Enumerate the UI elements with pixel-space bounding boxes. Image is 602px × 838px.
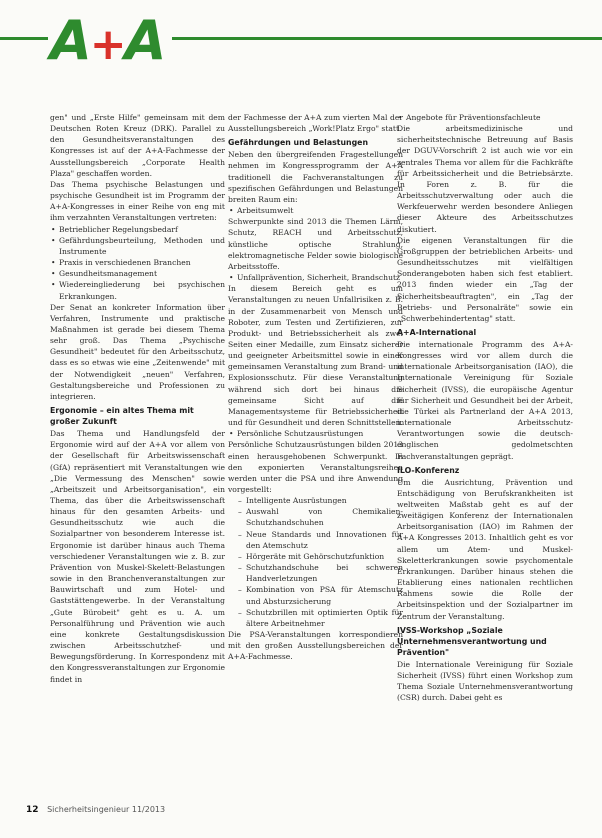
publication-name: Sicherheitsingenieur 11/2013	[47, 805, 166, 814]
list-item: – Intelligente Ausrüstungen	[237, 495, 403, 506]
list-item: • Betrieblicher Regelungsbedarf	[50, 224, 225, 235]
section-heading: Ergonomie – ein altes Thema mit großer Zukunft	[50, 406, 194, 427]
column-2	[228, 112, 403, 663]
aa-logo	[50, 9, 165, 72]
list-item: • Persönliche Schutzausrüstungen	[228, 428, 403, 439]
bullet-list	[397, 112, 573, 123]
list-item: – Schutzbrillen mit optimierten Optik für ältere Arbeitnehmer	[237, 607, 403, 629]
logo-plus: +	[89, 19, 125, 70]
list-item: • Angebote für Präventionsfachleute	[397, 112, 573, 123]
paragraph: der Fachmesse der A+A zum vierten Mal der Ausstellungsbereich „Work!Platz Ergo" statt.	[228, 113, 403, 134]
list-item: • Unfallprävention, Sicherheit, Brandschutz	[228, 272, 403, 283]
paragraph: Die PSA-Veranstaltungen korrespondieren mit den großen Ausstellungsbereichen der A+A-Fachmesse.	[228, 630, 403, 662]
list-item: • Gesundheitsmanagement	[50, 268, 225, 279]
header-rule-left	[0, 37, 48, 40]
bullet-list	[228, 428, 403, 439]
column-1	[50, 112, 225, 685]
paragraph: gen" und „Erste Hilfe" gemeinsam mit dem Deutschen Roten Kreuz (DRK). Parallel zu den Gesundheitsveranstaltungen des Kongresses ist auf der A+A-Fachmesse der Ausstellungsbereich „Corporate Health Plaza" geschaffen worden.	[50, 113, 225, 178]
bullet-list	[50, 224, 225, 302]
list-item: – Auswahl von Chemikalien-Schutzhandschuhen	[237, 506, 403, 528]
page-footer	[26, 805, 165, 815]
paragraph: Die Internationale Vereinigung für Soziale Sicherheit (IVSS) führt einen Workshop zum Thema Soziale Unternehmensverantwortung (CSR) durch. Dabei geht es	[397, 659, 573, 703]
bullet-list	[228, 272, 403, 283]
section-heading: A+A-International	[397, 327, 477, 337]
header-rule-right	[172, 37, 602, 40]
list-item: • Gefährdungsbeurteilung, Methoden und Instrumente	[50, 235, 225, 257]
section-heading: Gefährdungen und Belastungen	[228, 138, 369, 148]
paragraph: Schwerpunkte sind 2013 die Themen Lärm, Schutz, REACH und Arbeitsschutz, künstliche optische Strahlung, elektromagnetische Felder sowie biologische Arbeitsstoffe.	[228, 217, 403, 271]
bullet-list	[228, 205, 403, 216]
list-item: – Kombination von PSA für Atemschutz und Absturzsicherung	[237, 584, 403, 606]
list-item: • Arbeitsumwelt	[228, 205, 403, 216]
paragraph: In diesem Bereich geht es um Veranstaltungen zu neuen Unfallrisiken z. B. in der Zusammenarbeit von Mensch und Roboter, zum Testen und Zertifizieren, zur Produkt- und Betriebssicherheit als zwei Seiten einer Medaille, zum Einsatz sicherer und geeigneter Arbeitsmittel sowie in einer gemeinsamen Veranstaltung zum Brand- und Explosionsschutz. Für diese Veranstaltung während sich dort bei hinaus die gemeinsame Sicht auf die Managementsysteme für Betriebssicherheit und für Gesundheit und deren Schnittstellen.	[228, 284, 403, 428]
paragraph: Die arbeitsmedizinische und sicherheitstechnische Betreuung auf Basis der DGUV-Vorschrift 2 ist auch wie vor ein zentrales Thema vor allem für die Fachkräfte für Arbeitssicherheit und die Betriebsärzte. In Foren z. B. für die Arbeitsschutzverwaltung oder auch die Werkfeuerwehr werden besondere Anliegen dieser Akteure des Arbeitsschutzes diskutiert.	[397, 124, 573, 234]
logo-letter-a1: A	[50, 9, 90, 72]
list-item: – Schutzhandschuhe bei schweren Handverletzungen	[237, 562, 403, 584]
paragraph: Um die Ausrichtung, Prävention und Entschädigung von Berufskrankheiten ist weltweiten Maßstab geht es auf der zweitägigen Konferenz der Internationalen Arbeitsorganisation (IAO) im Rahmen der A+A Kongresses 2013. Inhaltlich geht es vor allem um Atem- und Muskel-Skeletterkrankungen sowie psychomentale Erkrankungen. Darüber hinaus stehen die Etablierung eines nationalen rechtlichen Rahmens sowie die Rolle der Arbeitsinspektion und der Sozialpartner im Zentrum der Veranstaltung.	[397, 477, 573, 621]
list-item: • Wiedereingliederung bei psychischen Erkrankungen.	[50, 279, 225, 301]
paragraph: Die eigenen Veranstaltungen für die Großgruppen der betrieblichen Arbeits- und Gesundheitsschutzes mit vielfältigen Sonderangeboten haben sich fest etabliert. 2013 finden wieder ein „Tag der Sicherheitsbeauftragten", ein „Tag der Betriebs- und Personalräte" sowie ein „Schwerbehindertentag" statt.	[397, 235, 573, 323]
paragraph: Das Thema und Handlungsfeld der Ergonomie wird auf der A+A vor allem von der Gesellschaft für Arbeitswissenschaft (GfA) repräsentiert mit Veranstaltungen wie „Die Vermessung des Menschen" sowie „Arbeitszeit und Arbeitsorganisation", ein Thema, das über die Arbeitswissenschaft hinaus für den gesamten Arbeits- und Gesundheitsschutz wie auch die Sozialpartner von besonderem Interesse ist. Ergonomie ist darüber hinaus auch Thema verschiedener Veranstaltungen wie z. B. zur Prävention von Muskel-Skelett-Belastungen sowie in den Branchenveranstaltungen zur Bauwirtschaft und zum Hotel- und Gaststättengewerbe. In der Veranstaltung „Gute Bürobeit" geht es u. A. um Personalführung und Prävention wie auch eine konkrete Gestaltungsdiskussion zwischen Arbeitsschutzhef- und Bewegungsförderung. In Korrespondenz mit den Kongressveranstaltungen zur Ergonomie findet in	[50, 429, 225, 684]
page-number: 12	[26, 805, 39, 815]
paragraph: Die internationale Programm des A+A-Kongresses wird vor allem durch die internationale Arbeitsorganisation (IAO), die Internationale Vereinigung für Soziale Sicherheit (IVSS), die europäische Agentur für Sicherheit und Gesundheit bei der Arbeit, die Türkei als Partnerland der A+A 2013, internationale Arbeitsschutz-Verantwortungen sowie die deutsch-englischen gedolmetschten Fachveranstaltungen geprägt.	[397, 339, 573, 461]
paragraph: Der Senat an konkreter Information über Verfahren, Instrumente und praktische Maßnahmen ist gerade bei diesem Thema sehr groß. Das Thema „Psychische Gesundheit" bedeutet für den Arbeitsschutz, dass es so etwas wie eine „Zeitenwende" mit der Notwendigkeit „neuen" Verfahren, Gestaltungsbereiche und Professionen zu integrieren.	[50, 302, 225, 401]
section-heading: IVSS-Workshop „Soziale Unternehmensverantwortung und Prävention"	[397, 625, 547, 657]
list-item: – Neue Standards und Innovationen für den Atemschutz	[237, 529, 403, 551]
paragraph: Persönliche Schutzausrüstungen bilden 2013 einen herausgehobenen Schwerpunkt. In den exponierten Veranstaltungsreihen werden unter die PSA und ihre Anwendung vorgestellt:	[228, 440, 403, 494]
logo-letter-a2: A	[124, 9, 165, 72]
list-item: – Hörgeräte mit Gehörschutzfunktion	[237, 551, 403, 562]
dash-list	[228, 495, 403, 629]
paragraph: Das Thema psychische Belastungen und psychische Gesundheit ist im Programm der A+A-Kongresses in einer Reihe von eng mit ihm verzahnten Veranstaltungen vertreten:	[50, 179, 225, 223]
paragraph: Neben den übergreifenden Fragestellungen nehmen im Kongressprogramm der A+A traditionell die Fachveranstaltungen zu spezifischen Gefährdungen und Belastungen breiten Raum ein:	[228, 150, 403, 204]
column-3	[397, 112, 573, 703]
section-heading: ILO-Konferenz	[397, 465, 460, 475]
page-header	[0, 0, 602, 80]
list-item: • Praxis in verschiedenen Branchen	[50, 257, 225, 268]
